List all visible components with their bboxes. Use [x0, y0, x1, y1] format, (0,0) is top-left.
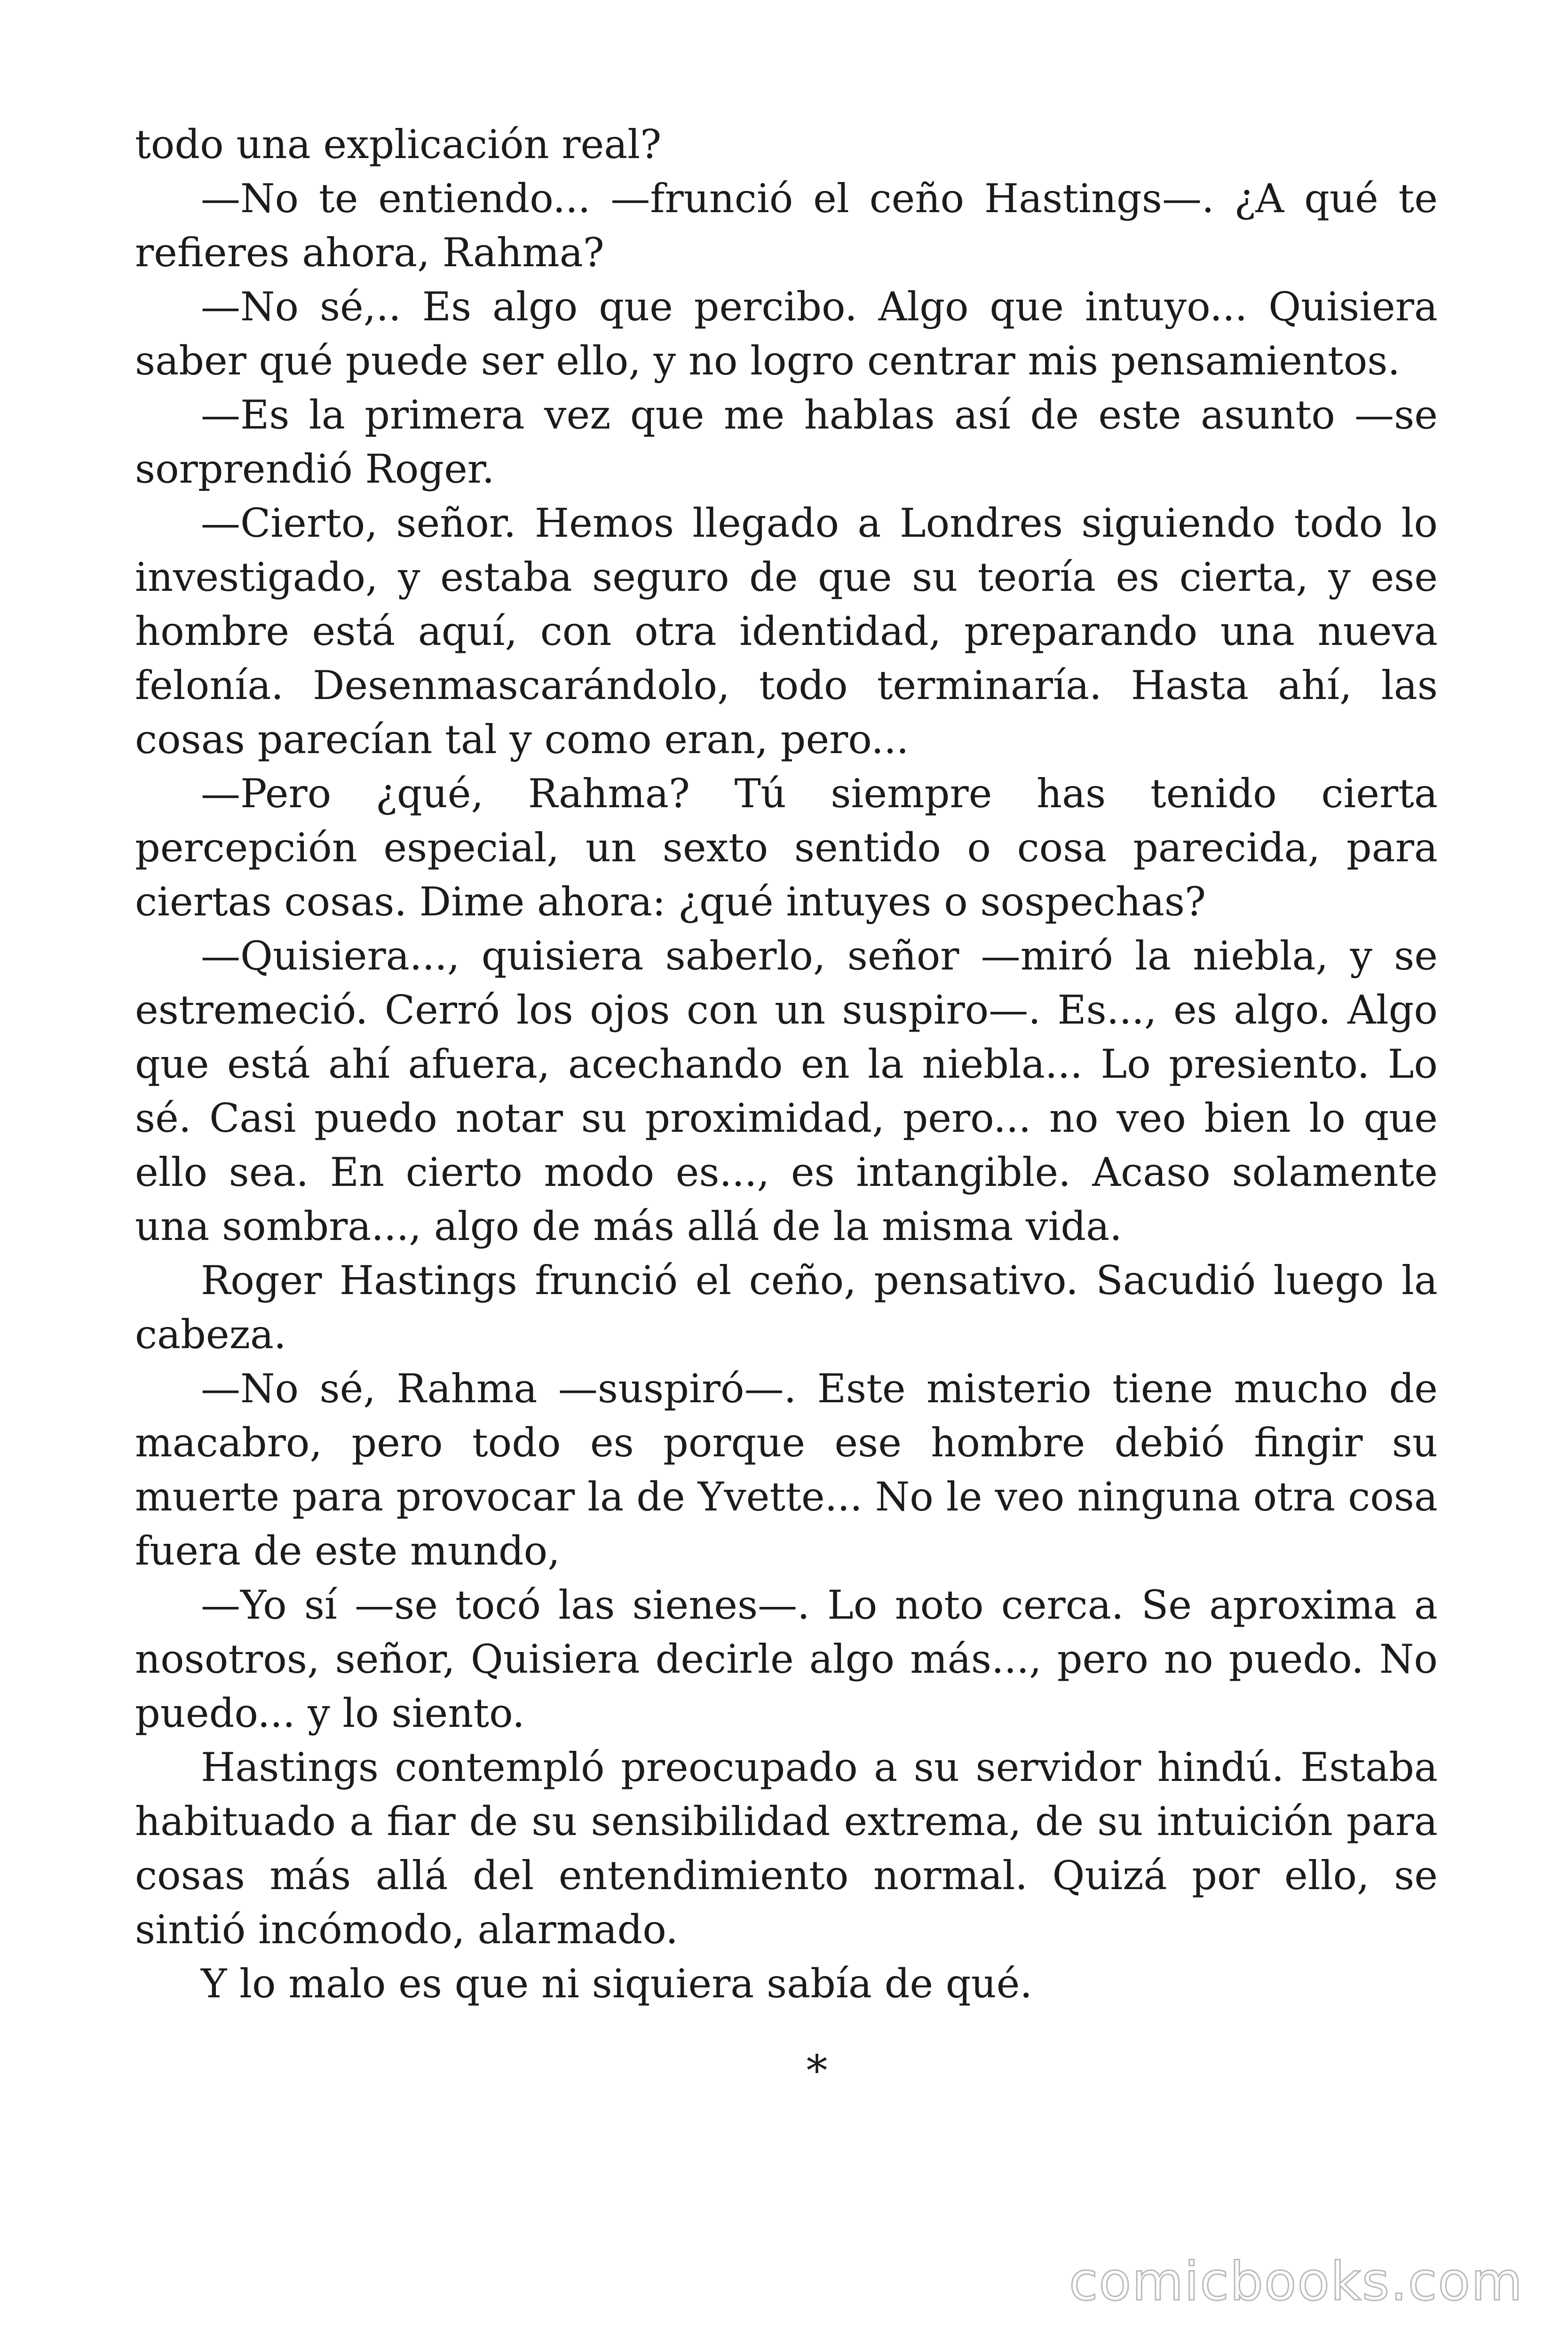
- paragraph: Roger Hastings frunció el ceño, pensativo. Sacudió luego la cabeza.: [135, 1257, 1438, 1358]
- paragraph: —No te entiendo... —frunció el ceño Hastings—. ¿A qué te refieres ahora, Rahma?: [135, 175, 1438, 276]
- paragraph: —Quisiera..., quisiera saberlo, señor —miró la niebla, y se estremeció. Cerró los ojos con un suspiro—. Es..., es algo. Algo que está ahí afuera, acechando en la niebla... Lo presiento. Lo sé. Casi puedo notar su proximidad, pero... no veo bien lo que ello sea. En cierto modo es..., es intangible. Acaso solamente una sombra..., algo de más allá de la misma vida.: [135, 933, 1438, 1249]
- paragraph: Hastings contempló preocupado a su servidor hindú. Estaba habituado a fiar de su sensibilidad extrema, de su intuición para cosas más allá del entendimiento normal. Quizá por ello, se sintió incómodo, alarmado.: [135, 1744, 1438, 1953]
- paragraph: —Yo sí —se tocó las sienes—. Lo noto cerca. Se aproxima a nosotros, señor, Quisiera decirle algo más..., pero no puedo. No puedo... y lo siento.: [135, 1582, 1438, 1736]
- paragraph: Y lo malo es que ni siquiera sabía de qué.: [201, 1961, 1033, 2007]
- section-separator: *: [806, 2046, 828, 2096]
- paragraph: —No sé, Rahma —suspiró—. Este misterio tiene mucho de macabro, pero todo es porque ese hombre debió fingir su muerte para provocar la de Yvette... No le veo ninguna otra cosa fuera de este mundo,: [135, 1366, 1438, 1574]
- paragraph: —Cierto, señor. Hemos llegado a Londres siguiendo todo lo investigado, y estaba seguro de que su teoría es cierta, y ese hombre está aquí, con otra identidad, preparando una nueva felonía. Desenmascarándolo, todo terminaría. Hasta ahí, las cosas parecían tal y como eran, pero...: [135, 500, 1438, 763]
- watermark: comicbooks.com: [1069, 2251, 1523, 2312]
- paragraph: todo una explicación real?: [135, 121, 662, 167]
- paragraph: —Es la primera vez que me hablas así de este asunto —se sorprendió Roger.: [135, 392, 1438, 492]
- paragraph: —Pero ¿qué, Rahma? Tú siempre has tenido cierta percepción especial, un sexto sentido o cosa parecida, para ciertas cosas. Dime ahora: ¿qué intuyes o sospechas?: [135, 771, 1438, 925]
- paragraph: —No sé,.. Es algo que percibo. Algo que intuyo... Quisiera saber qué puede ser ello, y no logro centrar mis pensamientos.: [135, 284, 1438, 384]
- body-text: [135, 118, 1438, 2011]
